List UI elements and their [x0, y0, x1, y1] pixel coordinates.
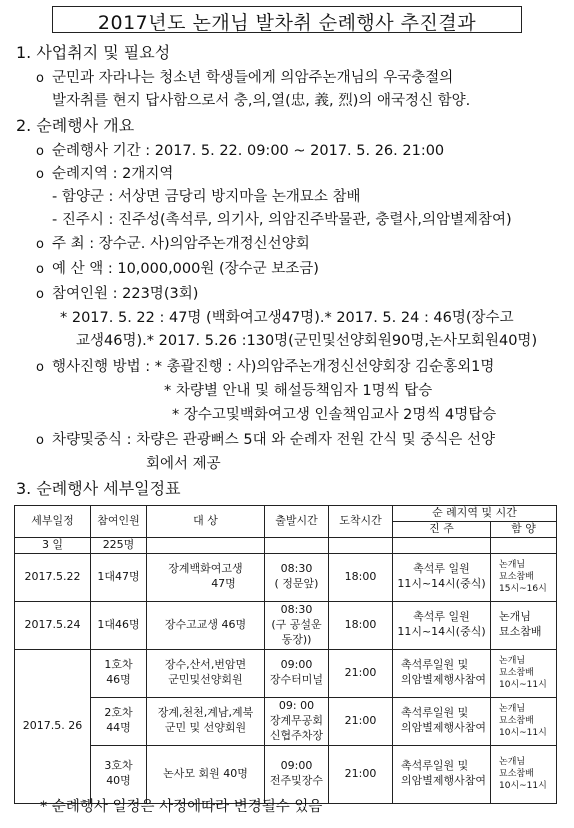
bus-people: 40명	[106, 774, 131, 788]
depart-time: 08:30	[280, 562, 313, 576]
host-text: 주 최 : 장수군. 사)의암주논개정신선양회	[52, 236, 310, 252]
bus-people: 44명	[106, 721, 131, 735]
section-2-heading: 2. 순례행사 개요	[16, 116, 135, 135]
s2-participants-detail1: * 2017. 5. 22 : 47명 (백화여고생47명).* 2017. 5. 24 : 46명(장수고	[60, 310, 514, 326]
s2-region-hamyang: - 함양군 : 서상면 금당리 방지마을 논개묘소 참배	[52, 189, 361, 205]
header-target: 대 상	[147, 506, 265, 538]
summary-total: 225명	[91, 537, 147, 553]
row3-2-target	[147, 697, 265, 745]
depart-place: 장계무공회	[269, 713, 324, 727]
vehicle-text: 차량및중식 : 차량은 관광뻐스 5대 와 순례자 전원 간식 및 중식은 선양	[52, 432, 495, 448]
hamyang-line: 묘소참배	[499, 625, 542, 639]
row2-people: 1대46명	[91, 601, 147, 649]
s2-budget	[36, 257, 319, 278]
header-people: 참여인원	[91, 506, 147, 538]
bullet-marker: o	[36, 433, 44, 448]
jinju-line: 의암별제행사참여	[401, 721, 487, 735]
header-arrive: 도착시간	[329, 506, 393, 538]
bus-label: 3호차	[104, 759, 133, 773]
depart-place: 동장))	[281, 632, 312, 646]
period-text: 순례행사 기간 : 2017. 5. 22. 09:00 ~ 2017. 5. 26. 21:00	[52, 143, 445, 159]
hamyang-line: 묘소참배	[499, 769, 534, 780]
hamyang-line: 묘소참배	[499, 668, 534, 679]
page-title: 2017년도 논개님 발차취 순례행사 추진결과	[97, 12, 477, 34]
s2-participants	[36, 282, 198, 303]
jinju-line: 촉석루일원 및	[401, 658, 469, 672]
table-row	[15, 553, 557, 601]
s2-host	[36, 232, 310, 253]
s2-vehicle2: 회에서 제공	[146, 456, 221, 472]
row3-1-depart	[265, 649, 329, 697]
target-line: 장계,천천,계남,계북	[157, 706, 254, 720]
jinju-line: 의암별제행사참여	[401, 774, 487, 788]
method-text: 행사진행 방법 : * 총괄진행 : 사)의암주논개정신선양회장 김순홍외1명	[52, 359, 495, 375]
bullet-marker: o	[36, 262, 44, 277]
row3-3-hamyang	[491, 745, 557, 803]
depart-place: ( 정문앞)	[274, 577, 319, 591]
s1-line1: 군민과 자라나는 청소년 학생들에게 의암주논개님의 우국충절의	[52, 70, 454, 86]
header-hamyang: 함 양	[491, 521, 557, 537]
depart-time: 09: 00	[278, 698, 315, 712]
row3-2-arrive: 21:00	[329, 697, 393, 745]
table-row	[15, 537, 557, 553]
depart-time: 09:00	[280, 658, 313, 672]
hamyang-line: 논개님	[499, 559, 526, 570]
jinju-line: 촉석루 일원	[413, 610, 470, 624]
row3-2-people	[91, 697, 147, 745]
depart-place: 장수터미널	[269, 673, 324, 687]
row3-1-hamyang	[491, 649, 557, 697]
row1-depart	[265, 553, 329, 601]
s1-bullet	[36, 66, 453, 87]
s2-participants-detail2: 교생46명).* 2017. 5.26 :130명(군민및선양회원90명,논사모회원40명)	[76, 333, 538, 349]
jinju-line: 촉석루일원 및	[401, 706, 469, 720]
bullet-marker: o	[36, 237, 44, 252]
title-box	[52, 6, 522, 33]
row1-hamyang	[491, 553, 557, 601]
bus-people: 46명	[106, 673, 131, 687]
header-date: 세부일정	[15, 506, 91, 538]
header-jinju: 진 주	[393, 521, 491, 537]
s2-region-jinju: - 진주시 : 진주성(촉석루, 의기사, 의암진주박물관, 충렬사,의암별제참여)	[52, 212, 512, 228]
bullet-marker: o	[36, 360, 44, 375]
row3-3-jinju	[393, 745, 491, 803]
row3-1-jinju	[393, 649, 491, 697]
jinju-line: 의암별제행사참여	[401, 673, 487, 687]
hamyang-line: 논개님	[499, 610, 531, 624]
depart-place: 전주및장수	[269, 774, 324, 788]
depart-place: (구 공설운	[271, 617, 322, 631]
hamyang-line: 묘소참배	[499, 572, 534, 583]
hamyang-line: 논개님	[499, 756, 526, 767]
row2-date: 2017.5.24	[15, 601, 91, 649]
table-row	[15, 649, 557, 697]
jinju-line: 11시~14시(중식)	[397, 625, 486, 639]
depart-time: 08:30	[280, 602, 313, 616]
s2-vehicle	[36, 428, 495, 449]
row2-target: 장수고교생 46명	[147, 601, 265, 649]
target-line: 장수,산서,번암면	[164, 658, 247, 672]
target-line: 군민 및 선양회원	[164, 721, 247, 735]
hamyang-line: 10시~11시	[499, 680, 547, 691]
row2-jinju	[393, 601, 491, 649]
bullet-marker: o	[36, 287, 44, 302]
s2-method3: * 장수고및백화여고생 인솔책임교사 2명씩 4명탑승	[172, 407, 497, 423]
row3-date: 2017.5. 26	[15, 649, 91, 803]
participants-text: 참여인원 : 223명(3회)	[52, 286, 199, 302]
hamyang-line: 15시~16시	[499, 584, 547, 595]
row2-depart	[265, 601, 329, 649]
row1-people: 1대47명	[91, 553, 147, 601]
row2-hamyang	[491, 601, 557, 649]
row3-2-jinju	[393, 697, 491, 745]
row3-2-hamyang	[491, 697, 557, 745]
row1-date: 2017.5.22	[15, 553, 91, 601]
hamyang-line: 10시~11시	[499, 781, 547, 792]
header-depart: 출발시간	[265, 506, 329, 538]
section-1-heading: 1. 사업취지 및 필요성	[16, 43, 171, 62]
section-3-heading: 3. 순례행사 세부일정표	[16, 479, 181, 498]
hamyang-line: 10시~11시	[499, 728, 547, 739]
summary-days: 3 일	[15, 537, 91, 553]
s2-method2: * 차량별 안내 및 해설등책임자 1명씩 탑승	[164, 383, 433, 399]
jinju-line: 촉석루일원 및	[401, 759, 469, 773]
bus-label: 1호차	[104, 658, 133, 672]
bullet-marker: o	[36, 144, 44, 159]
row3-2-depart	[265, 697, 329, 745]
header-dest: 순 례지역 및 시간	[393, 506, 557, 522]
bus-label: 2호차	[104, 706, 133, 720]
row3-1-arrive: 21:00	[329, 649, 393, 697]
row3-1-target	[147, 649, 265, 697]
region-text: 순례지역 : 2개지역	[52, 166, 174, 182]
row3-3-target: 논사모 회원 40명	[147, 745, 265, 803]
jinju-line: 11시~14시(중식)	[397, 577, 486, 591]
bullet-marker: o	[36, 167, 44, 182]
table-row	[15, 697, 557, 745]
hamyang-line: 묘소참배	[499, 716, 534, 727]
row1-target	[147, 553, 265, 601]
s2-period	[36, 139, 444, 160]
footnote: * 순례행사 일정은 사정에따라 변경될수 있음	[40, 799, 323, 815]
row3-1-people	[91, 649, 147, 697]
target-line: 장계백화여고생	[168, 562, 243, 576]
target-line: 군민및선양회원	[168, 673, 243, 687]
jinju-line: 촉석루 일원	[413, 562, 470, 576]
row3-3-arrive: 21:00	[329, 745, 393, 803]
budget-text: 예 산 액 : 10,000,000원 (장수군 보조금)	[52, 261, 319, 277]
hamyang-line: 논개님	[499, 703, 526, 714]
row1-arrive: 18:00	[329, 553, 393, 601]
target-line: 47명	[211, 577, 236, 591]
bullet-marker: o	[36, 71, 44, 86]
s2-method	[36, 355, 494, 376]
table-row	[15, 601, 557, 649]
hamyang-line: 논개님	[499, 655, 526, 666]
depart-time: 09:00	[280, 759, 313, 773]
s1-line2: 발자취를 현지 답사함으로서 충,의,열(忠, 義, 烈)의 애국정신 함양.	[52, 93, 471, 109]
row1-jinju	[393, 553, 491, 601]
depart-place: 신협주차장	[269, 728, 324, 742]
row2-arrive: 18:00	[329, 601, 393, 649]
s2-region	[36, 162, 173, 183]
schedule-table	[14, 505, 557, 804]
